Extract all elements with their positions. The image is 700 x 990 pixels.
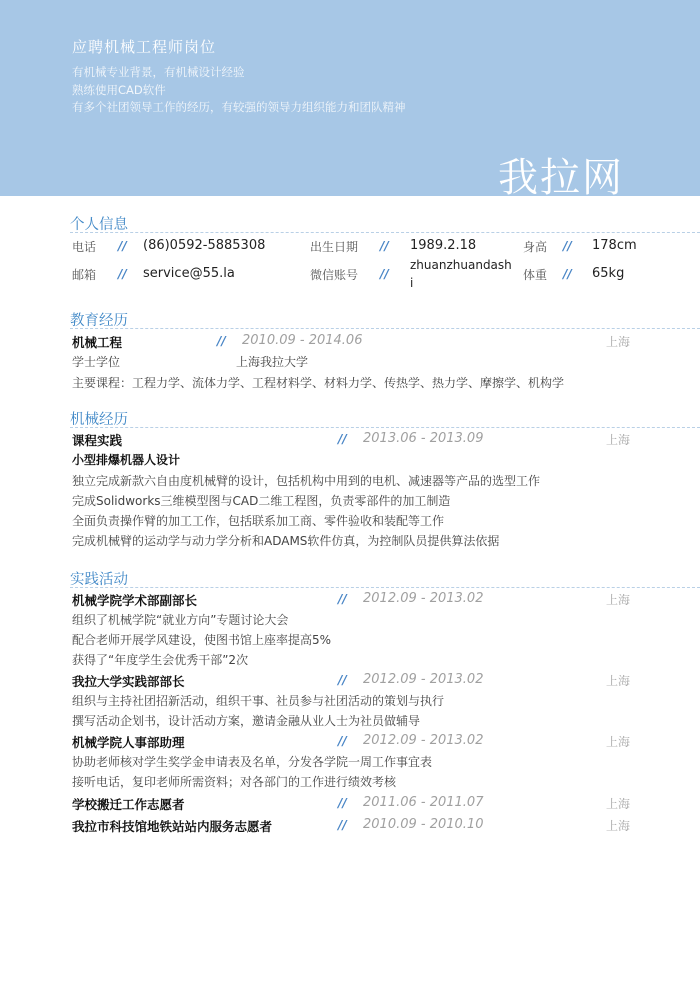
activity-detail: 配合老师开展学风建设，使图书馆上座率提高5% bbox=[72, 633, 332, 647]
section-divider bbox=[70, 587, 700, 588]
activity-detail: 获得了“年度学生会优秀干部”2次 bbox=[72, 653, 249, 667]
separator: // bbox=[338, 734, 347, 748]
birth-label: 出生日期 bbox=[310, 240, 359, 254]
activity-detail: 组织了机械学院“就业方向”专题讨论大会 bbox=[72, 613, 289, 627]
activity-date: 2012.09 - 2013.02 bbox=[363, 672, 484, 687]
activity-location: 上海 bbox=[606, 819, 631, 833]
activity-location: 上海 bbox=[606, 674, 631, 688]
activity-name: 机械学院学术部副部长 bbox=[72, 593, 198, 608]
experience-detail: 完成Solidworks三维模型图与CAD二维工程图，负责零部件的加工制造 bbox=[72, 494, 451, 508]
email-value: service@55.la bbox=[143, 266, 235, 281]
wechat-value: zhuanzhuandash bbox=[410, 258, 512, 272]
experience-date: 2013.06 - 2013.09 bbox=[363, 431, 484, 446]
education-location: 上海 bbox=[606, 335, 631, 349]
education-degree: 学士学位 bbox=[72, 355, 121, 369]
separator: // bbox=[338, 796, 347, 810]
education-date: 2010.09 - 2014.06 bbox=[242, 333, 363, 348]
phone-label: 电话 bbox=[72, 240, 97, 254]
birth-value: 1989.2.18 bbox=[410, 238, 477, 253]
height-value: 178cm bbox=[592, 238, 637, 253]
section-title-personal: 个人信息 bbox=[70, 217, 128, 233]
activity-detail: 组织与主持社团招新活动，组织干事、社员参与社团活动的策划与执行 bbox=[72, 694, 445, 708]
experience-name: 课程实践 bbox=[72, 433, 123, 448]
summary-line: 熟练使用CAD软件 bbox=[72, 83, 166, 97]
section-title-education: 教育经历 bbox=[70, 313, 128, 329]
wechat-value-cont: i bbox=[410, 276, 414, 290]
height-label: 身高 bbox=[523, 240, 548, 254]
separator: // bbox=[380, 267, 389, 281]
activity-name: 学校搬迁工作志愿者 bbox=[72, 797, 185, 812]
project-name: 小型排爆机器人设计 bbox=[72, 453, 181, 467]
experience-location: 上海 bbox=[606, 433, 631, 447]
resume-header bbox=[0, 0, 700, 201]
brand-logo: 我拉网 bbox=[498, 155, 624, 201]
activity-date: 2012.09 - 2013.02 bbox=[363, 591, 484, 606]
activity-detail: 协助老师核对学生奖学金申请表及名单，分发各学院一周工作事宜表 bbox=[72, 755, 433, 769]
activity-date: 2012.09 - 2013.02 bbox=[363, 733, 484, 748]
separator: // bbox=[338, 673, 347, 687]
activity-date: 2010.09 - 2010.10 bbox=[363, 817, 484, 832]
job-objective: 应聘机械工程师岗位 bbox=[72, 38, 217, 56]
activity-date: 2011.06 - 2011.07 bbox=[363, 795, 484, 810]
summary-line: 有机械专业背景，有机械设计经验 bbox=[72, 65, 245, 79]
experience-detail: 独立完成新款六自由度机械臂的设计，包括机构中用到的电机、减速器等产品的选型工作 bbox=[72, 474, 541, 488]
activity-detail: 接听电话，复印老师所需资料；对各部门的工作进行绩效考核 bbox=[72, 775, 397, 789]
section-title-practice: 实践活动 bbox=[70, 572, 128, 588]
section-divider bbox=[70, 328, 700, 329]
activity-location: 上海 bbox=[606, 593, 631, 607]
email-label: 邮箱 bbox=[72, 268, 97, 282]
wechat-label: 微信账号 bbox=[310, 268, 359, 282]
education-school: 上海我拉大学 bbox=[236, 355, 309, 369]
activity-location: 上海 bbox=[606, 735, 631, 749]
separator: // bbox=[563, 267, 572, 281]
experience-detail: 全面负责操作臂的加工工作，包括联系加工商、零件验收和装配等工作 bbox=[72, 514, 445, 528]
activity-name: 机械学院人事部助理 bbox=[72, 735, 185, 750]
summary-line: 有多个社团领导工作的经历，有较强的领导力组织能力和团队精神 bbox=[72, 100, 406, 114]
separator: // bbox=[118, 267, 127, 281]
phone-value: (86)0592-5885308 bbox=[143, 238, 266, 253]
activity-detail: 撰写活动企划书，设计活动方案，邀请金融从业人士为社员做辅导 bbox=[72, 714, 421, 728]
activity-name: 我拉市科技馆地铁站站内服务志愿者 bbox=[72, 819, 273, 834]
separator: // bbox=[217, 334, 226, 348]
separator: // bbox=[338, 818, 347, 832]
activity-name: 我拉大学实践部部长 bbox=[72, 674, 185, 689]
activity-location: 上海 bbox=[606, 797, 631, 811]
section-title-mechanical: 机械经历 bbox=[70, 412, 128, 428]
section-divider bbox=[70, 232, 700, 233]
education-courses: 主要课程：工程力学、流体力学、工程材料学、材料力学、传热学、热力学、摩擦学、机构学 bbox=[72, 376, 565, 390]
separator: // bbox=[118, 239, 127, 253]
weight-label: 体重 bbox=[523, 268, 548, 282]
education-major: 机械工程 bbox=[72, 335, 123, 350]
weight-value: 65kg bbox=[592, 266, 625, 281]
experience-detail: 完成机械臂的运动学与动力学分析和ADAMS软件仿真，为控制队员提供算法依据 bbox=[72, 534, 500, 548]
separator: // bbox=[563, 239, 572, 253]
section-divider bbox=[70, 427, 700, 428]
separator: // bbox=[338, 432, 347, 446]
separator: // bbox=[338, 592, 347, 606]
separator: // bbox=[380, 239, 389, 253]
